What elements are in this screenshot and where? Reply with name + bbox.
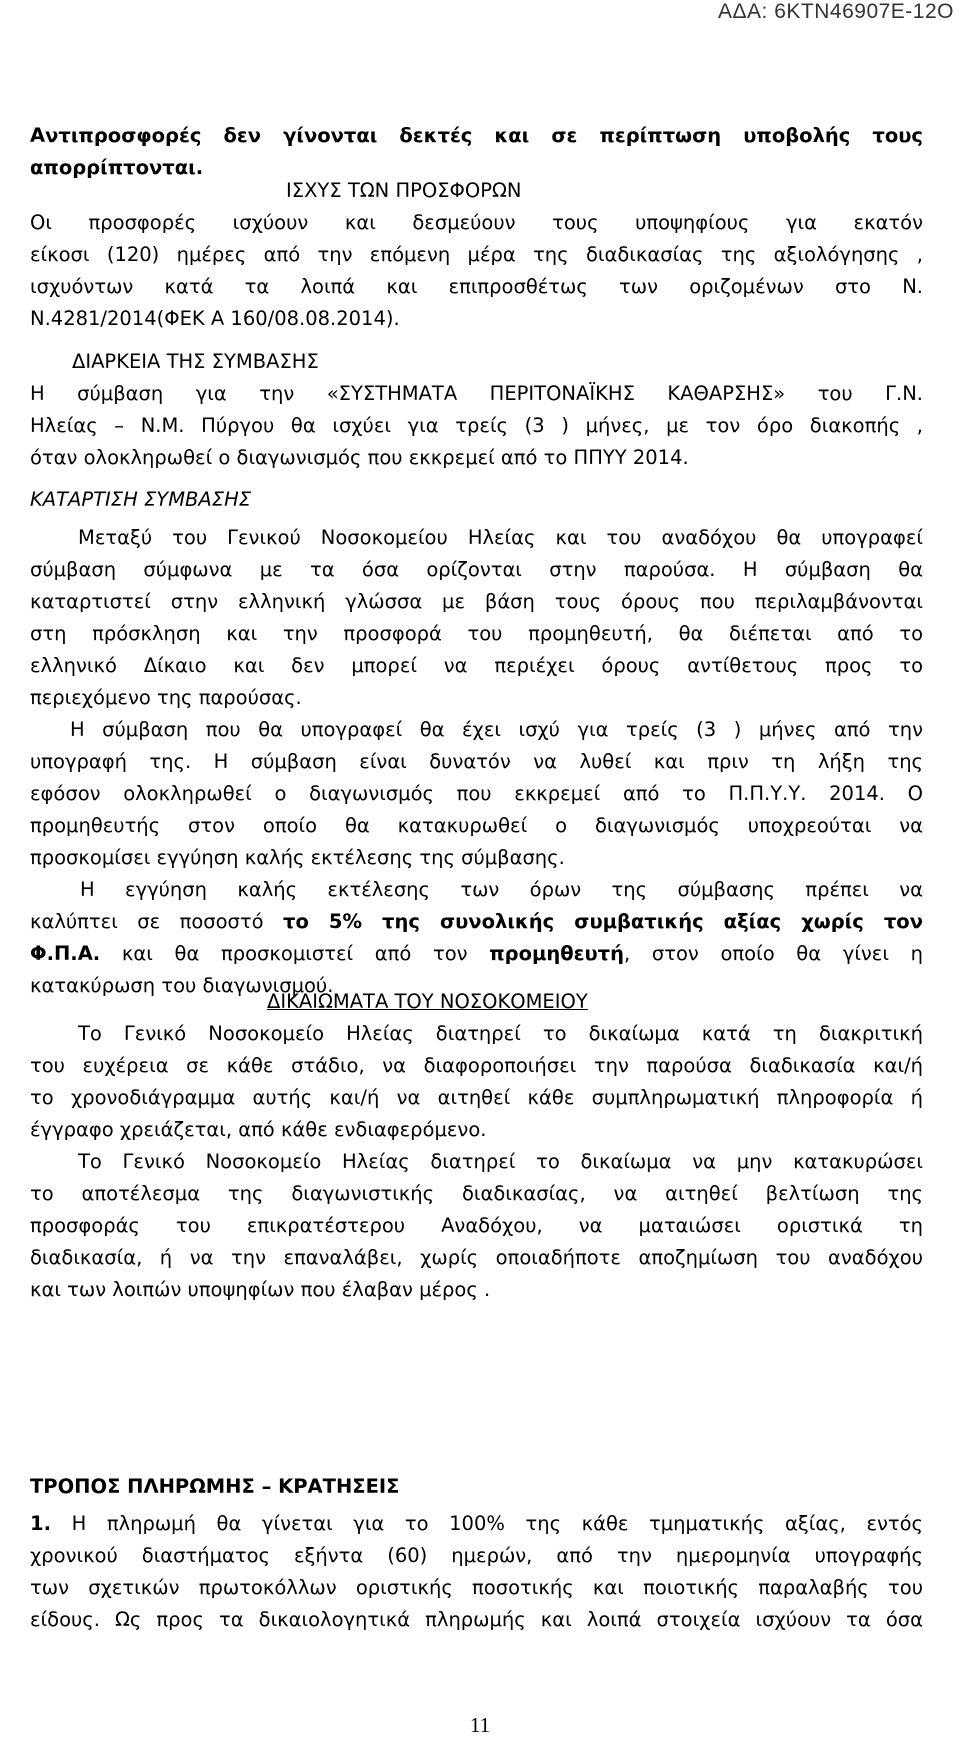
formation-line: Μεταξύ του Γενικού Νοσοκομείου Ηλείας και του αναδόχου θα υπογραφεί: [78, 526, 923, 549]
formation-line: στη πρόσκληση και την προσφορά του προμηθευτή, θα διέπεται από το: [30, 622, 923, 645]
payment-body: [30, 1508, 923, 1636]
guarantee-percentage: το 5% της συνολικής συμβατικής αξίας χωρίς τον: [283, 910, 923, 933]
validity-body: [30, 207, 923, 335]
payment-line: είδους. Ως προς τα δικαιολογητικά πληρωμής και λοιπά στοιχεία ισχύουν τα όσα: [30, 1608, 923, 1631]
formation-text: και θα προσκομιστεί από τον: [100, 942, 490, 965]
formation-line: ελληνικό Δίκαιο και δεν μπορεί να περιέχει όρους αντίθετους προς το: [30, 654, 923, 677]
payment-item-number: 1.: [30, 1512, 51, 1535]
payment-text: Η πληρωμή θα γίνεται για το 100% της κάθε τμηματικής αξίας, εντός: [50, 1512, 923, 1535]
validity-line: είκοσι (120) ημέρες από την επόμενη μέρα της διαδικασίας της αξιολόγησης ,: [30, 243, 923, 266]
payment-line: [30, 1508, 923, 1540]
ada-code: ΑΔΑ: 6ΚΤΝ46907Ε-12Ο: [718, 0, 954, 23]
page-number: 11: [469, 1713, 491, 1737]
rights-line: Το Γενικό Νοσοκομείο Ηλείας διατηρεί το δικαίωμα να μην κατακυρώσει: [78, 1150, 923, 1173]
formation-title: ΚΑΤΑΡΤΙΣΗ ΣΥΜΒΑΣΗΣ: [30, 488, 252, 511]
rights-title: ΔΙΚΑΙΩΜΑΤΑ ΤΟΥ ΝΟΣΟΚΟΜΕΙΟΥ: [267, 990, 588, 1013]
duration-body: [30, 378, 923, 474]
offers-line-1: Αντιπροσφορές δεν γίνονται δεκτές και σε περίπτωση υποβολής τους: [30, 124, 923, 147]
duration-line: Ηλείας – Ν.Μ. Πύργου θα ισχύει για τρείς (3 ) μήνες, με τον όρο διακοπής ,: [30, 414, 923, 437]
payment-title: ΤΡΟΠΟΣ ΠΛΗΡΩΜΗΣ – ΚΡΑΤΗΣΕΙΣ: [30, 1475, 400, 1498]
formation-text: καλύπτει σε ποσοστό: [30, 910, 284, 933]
duration-line: όταν ολοκληρωθεί ο διαγωνισμός που εκκρεμεί από το ΠΠΥΥ 2014.: [30, 446, 689, 469]
formation-line: εφόσον ολοκληρωθεί ο διαγωνισμός που εκκρεμεί από το Π.Π.Υ.Υ. 2014. Ο: [30, 782, 923, 805]
vat-label: Φ.Π.Α.: [30, 942, 101, 965]
validity-line: Οι προσφορές ισχύουν και δεσμεύουν τους υποψηφίους για εκατόν: [30, 211, 923, 234]
rights-body: [30, 1018, 923, 1306]
formation-line: Η εγγύηση καλής εκτέλεσης των όρων της σύμβασης πρέπει να: [80, 878, 923, 901]
rights-line: του ευχέρεια σε κάθε στάδιο, να διαφοροποιήσει την παρούσα διαδικασία και/ή: [30, 1054, 923, 1077]
formation-line: [30, 906, 923, 938]
formation-line: Η σύμβαση που θα υπογραφεί θα έχει ισχύ για τρείς (3 ) μήνες από την: [70, 718, 923, 741]
rights-line: Το Γενικό Νοσοκομείο Ηλείας διατηρεί το δικαίωμα κατά τη διακριτική: [78, 1022, 923, 1045]
rights-line: το αποτέλεσμα της διαγωνιστικής διαδικασίας, να αιτηθεί βελτίωση της: [30, 1182, 923, 1205]
formation-line: σύμβαση σύμφωνα με τα όσα ορίζονται στην παρούσα. Η σύμβαση θα: [30, 558, 923, 581]
formation-line: κατακύρωση του διαγωνισμού.: [30, 974, 334, 997]
validity-title: ΙΣΧΥΣ ΤΩΝ ΠΡΟΣΦΟΡΩΝ: [286, 179, 522, 202]
formation-line: προμηθευτής στον οποίο θα κατακυρωθεί ο διαγωνισμός υποχρεούται να: [30, 814, 923, 837]
supplier-label: προμηθευτή: [489, 942, 624, 965]
formation-text: , στον οποίο θα γίνει η: [624, 942, 923, 965]
validity-line: ισχυόντων κατά τα λοιπά και επιπροσθέτως των οριζομένων στο Ν.: [30, 275, 923, 298]
formation-line: υπογραφή της. Η σύμβαση είναι δυνατόν να λυθεί και πριν τη λήξη της: [30, 750, 923, 773]
rights-line: διαδικασία, ή να την επαναλάβει, χωρίς οποιαδήποτε αποζημίωση του αναδόχου: [30, 1246, 923, 1269]
formation-line: καταρτιστεί στην ελληνική γλώσσα με βάση τους όρους που περιλαμβάνονται: [30, 590, 923, 613]
rights-line: και των λοιπών υποψηφίων που έλαβαν μέρος .: [30, 1278, 491, 1301]
formation-line: περιεχόμενο της παρούσας.: [30, 686, 302, 709]
duration-line: Η σύμβαση για την «ΣΥΣΤΗΜΑΤΑ ΠΕΡΙΤΟΝΑΪΚΗΣ ΚΑΘΑΡΣΗΣ» του Γ.Ν.: [30, 382, 923, 405]
offers-line-2: απορρίπτονται.: [30, 156, 204, 179]
validity-line: Ν.4281/2014(ΦΕΚ Α 160/08.08.2014).: [30, 307, 400, 330]
formation-line: [30, 938, 923, 970]
payment-line: χρονικού διαστήματος εξήντα (60) ημερών, από την ημερομηνία υπογραφής: [30, 1544, 923, 1567]
formation-line: προσκομίσει εγγύηση καλής εκτέλεσης της σύμβασης.: [30, 846, 565, 869]
rights-line: το χρονοδιάγραμμα αυτής και/ή να αιτηθεί κάθε συμπληρωματική πληροφορία ή: [30, 1086, 923, 1109]
formation-body: [30, 522, 923, 1002]
rights-line: έγγραφο χρειάζεται, από κάθε ενδιαφερόμενο.: [30, 1118, 487, 1141]
payment-line: των σχετικών πρωτοκόλλων οριστικής ποσοτικής και ποιοτικής παραλαβής του: [30, 1576, 923, 1599]
rights-line: προσφοράς του επικρατέστερου Αναδόχου, να ματαιώσει οριστικά τη: [30, 1214, 923, 1237]
duration-title: ΔΙΑΡΚΕΙΑ ΤΗΣ ΣΥΜΒΑΣΗΣ: [72, 350, 319, 373]
